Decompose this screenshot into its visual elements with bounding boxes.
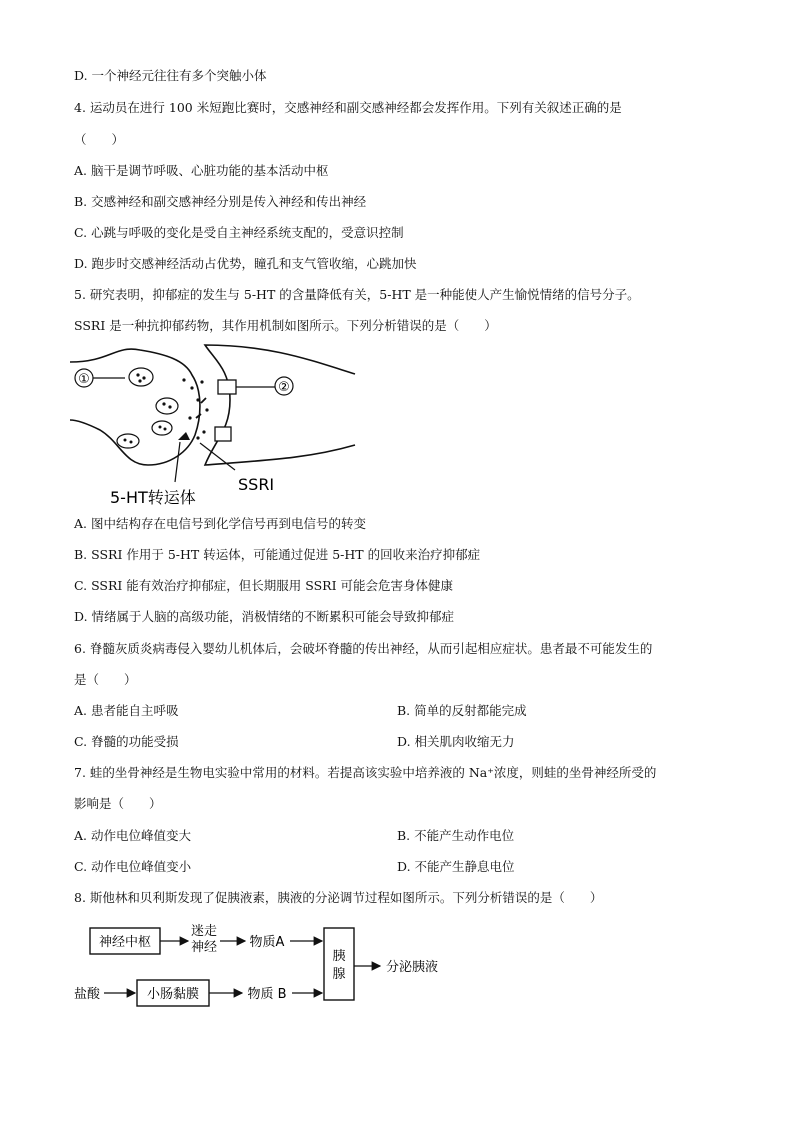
mucosa-label: 小肠黏膜: [146, 987, 200, 1002]
q6-stem-line2: 是（ ）: [74, 672, 137, 687]
q6-option-a: A. 患者能自主呼吸: [74, 703, 179, 718]
q7-option-b: B. 不能产生动作电位: [397, 828, 515, 843]
q6-option-d: D. 相关肌肉收缩无力: [397, 734, 515, 749]
q5-stem-line1: 5. 研究表明，抑郁症的发生与 5-HT 的含量降低有关，5-HT 是一种能使人产生愉悦情绪的信号分子。: [74, 287, 640, 302]
label-1: ①: [78, 372, 90, 387]
pancreas-flow-diagram: [70, 920, 460, 1010]
vagus-label-1: 迷走: [190, 924, 218, 939]
q5-stem-line2: SSRI 是一种抗抑郁药物，其作用机制如图所示。下列分析错误的是（ ）: [74, 318, 497, 333]
q4-option-d: D. 跑步时交感神经活动占优势，瞳孔和支气管收缩，心跳加快: [74, 256, 417, 271]
q8-stem: 8. 斯他林和贝利斯发现了促胰液素，胰液的分泌调节过程如图所示。下列分析错误的是（ ）: [74, 890, 603, 905]
q4-stem: 4. 运动员在进行 100 米短跑比赛时，交感神经和副交感神经都会发挥作用。下列有关叙述正确的是: [74, 100, 622, 115]
substance-b-label: 物质 B: [247, 987, 287, 1002]
nerve-center-label: 神经中枢: [98, 935, 152, 950]
q5-option-c: C. SSRI 能有效治疗抑郁症，但长期服用 SSRI 可能会危害身体健康: [74, 578, 453, 593]
q4-paren: （ ）: [74, 132, 125, 147]
q5-option-b: B. SSRI 作用于 5-HT 转运体，可能通过促进 5-HT 的回收来治疗抑郁症: [74, 547, 481, 562]
pancreas-label-2: 腺: [332, 967, 346, 982]
ssri-label: SSRI: [238, 475, 275, 494]
substance-a-label: 物质A: [249, 935, 285, 950]
q4-option-a: A. 脑干是调节呼吸、心脏功能的基本活动中枢: [74, 163, 329, 178]
q6-stem-line1: 6. 脊髓灰质炎病毒侵入婴幼儿机体后，会破坏脊髓的传出神经，从而引起相应症状。患者最不可能发生的: [74, 641, 653, 656]
q4-option-b: B. 交感神经和副交感神经分别是传入神经和传出神经: [74, 194, 367, 209]
q6-option-c: C. 脊髓的功能受损: [74, 734, 179, 749]
transporter-label: 5-HT转运体: [110, 488, 196, 507]
q7-option-c: C. 动作电位峰值变小: [74, 859, 192, 874]
secrete-label: 分泌胰液: [386, 960, 439, 975]
q7-option-d: D. 不能产生静息电位: [397, 859, 515, 874]
q7-stem-line1: 7. 蛙的坐骨神经是生物电实验中常用的材料。若提高该实验中培养液的 Na⁺浓度，则蛙的坐骨神经所受的: [74, 765, 657, 780]
synapse-diagram: [70, 340, 370, 510]
q4-option-c: C. 心跳与呼吸的变化是受自主神经系统支配的，受意识控制: [74, 225, 404, 240]
q7-option-a: A. 动作电位峰值变大: [74, 828, 191, 843]
q7-stem-line2: 影响是（ ）: [74, 796, 162, 811]
q5-option-d: D. 情绪属于人脑的高级功能，消极情绪的不断累积可能会导致抑郁症: [74, 609, 455, 624]
q6-option-b: B. 简单的反射都能完成: [397, 703, 527, 718]
label-2: ②: [278, 380, 290, 395]
q3-option-d: D. 一个神经元往往有多个突触小体: [74, 68, 267, 83]
pancreas-label-1: 胰: [332, 949, 346, 964]
q5-option-a: A. 图中结构存在电信号到化学信号再到电信号的转变: [74, 516, 366, 531]
acid-label: 盐酸: [73, 987, 101, 1002]
vagus-label-2: 神经: [190, 940, 218, 955]
